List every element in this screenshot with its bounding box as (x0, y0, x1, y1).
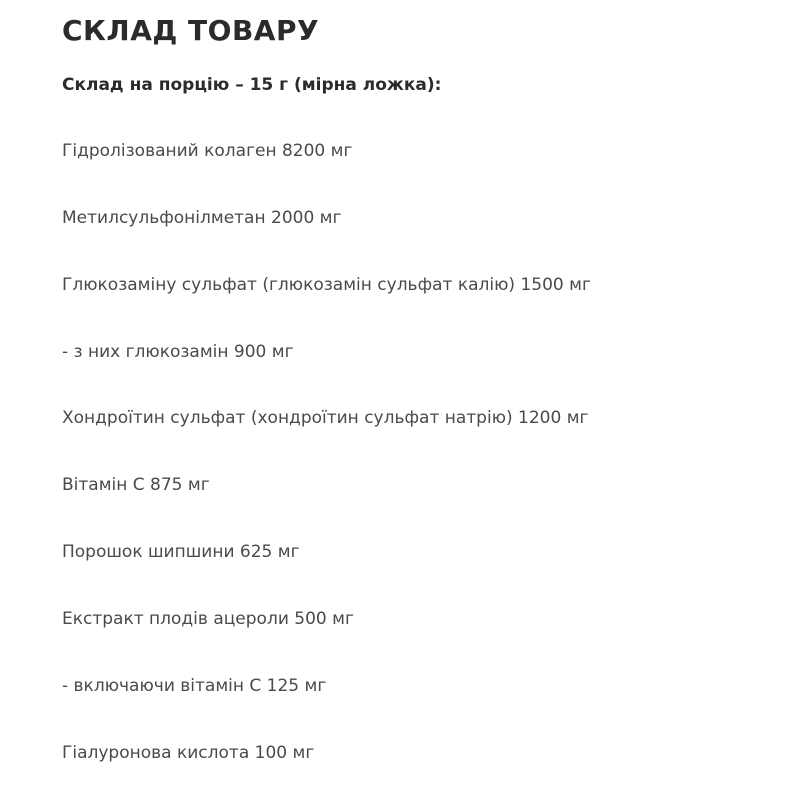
list-item: Порошок шипшини 625 мг (62, 542, 300, 563)
list-item: Гіалуронова кислота 100 мг (62, 743, 315, 764)
list-item: - з них глюкозамін 900 мг (62, 341, 294, 362)
list-item: Вітамін С 875 мг (62, 475, 210, 496)
list-item: Гідролізований колаген 8200 мг (62, 140, 353, 161)
serving-size-label: Склад на порцію – 15 г (мірна ложка): (62, 74, 442, 95)
list-item: Глюкозаміну сульфат (глюкозамін сульфат калію) 1500 мг (62, 274, 591, 295)
ingredients-list (62, 140, 744, 765)
page-title: СКЛАД ТОВАРУ (62, 14, 320, 47)
list-item: Хондроїтин сульфат (хондроїтин сульфат натрію) 1200 мг (62, 408, 589, 429)
list-item: - включаючи вітамін С 125 мг (62, 676, 327, 697)
list-item: Екстракт плодів ацероли 500 мг (62, 609, 354, 630)
list-item: Метилсульфонілметан 2000 мг (62, 207, 342, 228)
